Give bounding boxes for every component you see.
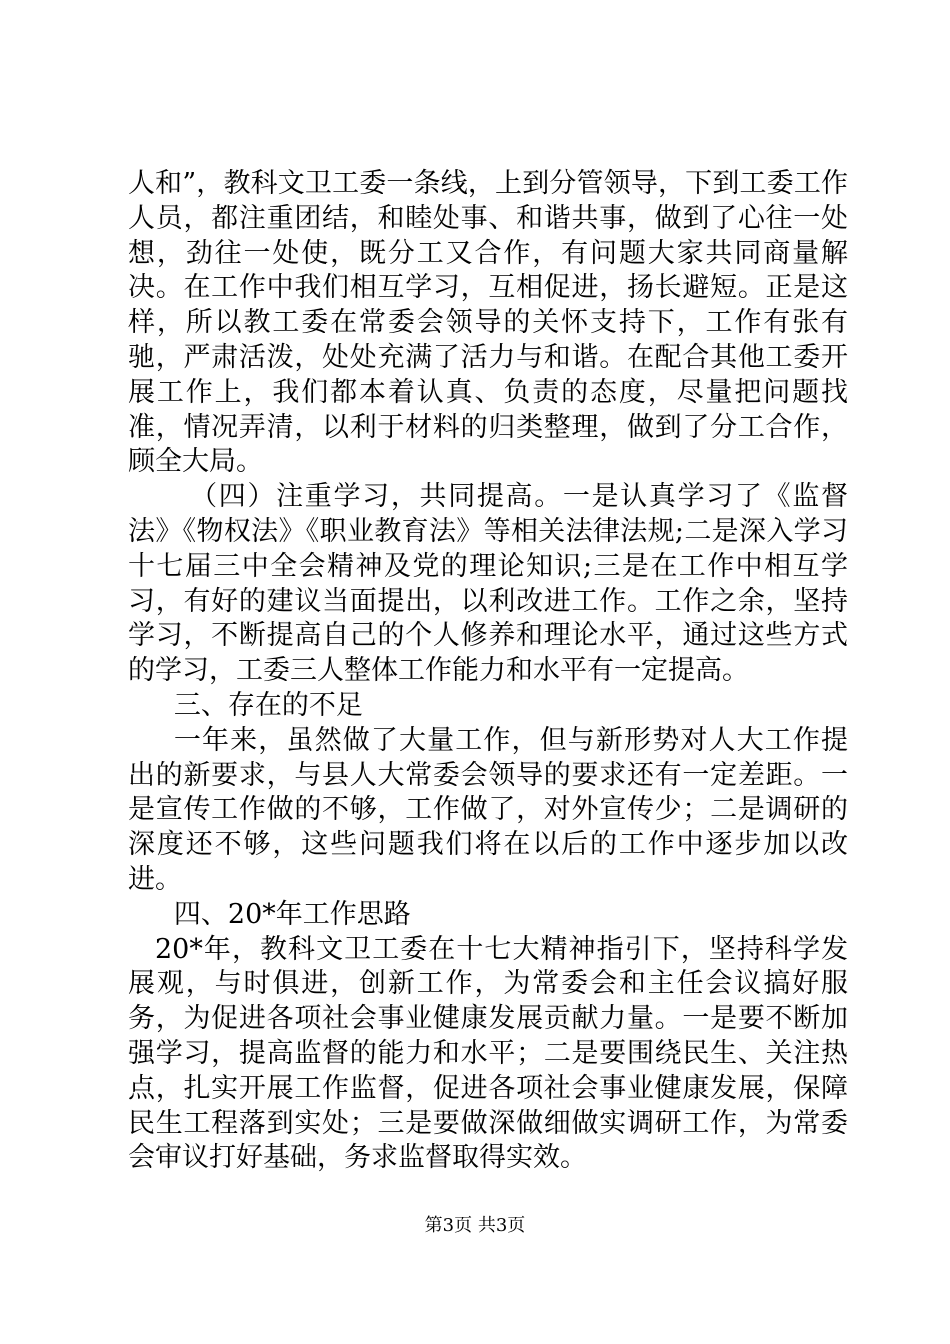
paragraph-work-plan: 20*年，教科文卫工委在十七大精神指引下，坚持科学发展观，与时俱进，创新工作，为常委会和主任会议搞好服务，为促进各项社会事业健康发展贡献力量。一是要不断加强学习，提高监督的能力和水平；二是要围绕民生、关注热点，扎实开展工作监督，促进各项社会事业健康发展，保障民生工程落到实处；三是要做深做细做实调研工作，为常委会审议打好基础，务求监督取得实效。 — [128, 933, 848, 1174]
heading-work-plan: 四、20*年工作思路 — [173, 898, 411, 930]
document-body — [128, 167, 848, 1176]
paragraph-unity: 人和”，教科文卫工委一条线，上到分管领导，下到工委工作人员，都注重团结，和睦处事、和谐共事，做到了心往一处想，劲往一处使，既分工又合作，有问题大家共同商量解决。在工作中我们相互学习，互相促进，扬长避短。正是这样，所以教工委在常委会领导的关怀支持下，工作有张有驰，严肃活泼，处处充满了活力与和谐。在配合其他工委开展工作上，我们都本着认真、负责的态度，尽量把问题找准，情况弄清，以利于材料的归类整理，做到了分工合作，顾全大局。 — [128, 168, 848, 478]
paragraph-study: （四）注重学习，共同提高。一是认真学习了《监督法》《物权法》《职业教育法》等相关法律法规;二是深入学习十七届三中全会精神及党的理论知识;三是在工作中相互学习，有好的建议当面提出，以利改进工作。工作之余，坚持学习，不断提高自己的个人修养和理论水平，通过这些方式的学习，工委三人整体工作能力和水平有一定提高。 — [128, 481, 848, 687]
paragraph-shortcomings: 一年来，虽然做了大量工作，但与新形势对人大工作提出的新要求，与县人大常委会领导的要求还有一定差距。一是宣传工作做的不够，工作做了，对外宣传少；二是调研的深度还不够，这些问题我们将在以后的工作中逐步加以改进。 — [128, 724, 848, 895]
page-number-footer: 第3页 共3页 — [424, 1215, 526, 1236]
heading-shortcomings: 三、存在的不足 — [173, 689, 363, 721]
